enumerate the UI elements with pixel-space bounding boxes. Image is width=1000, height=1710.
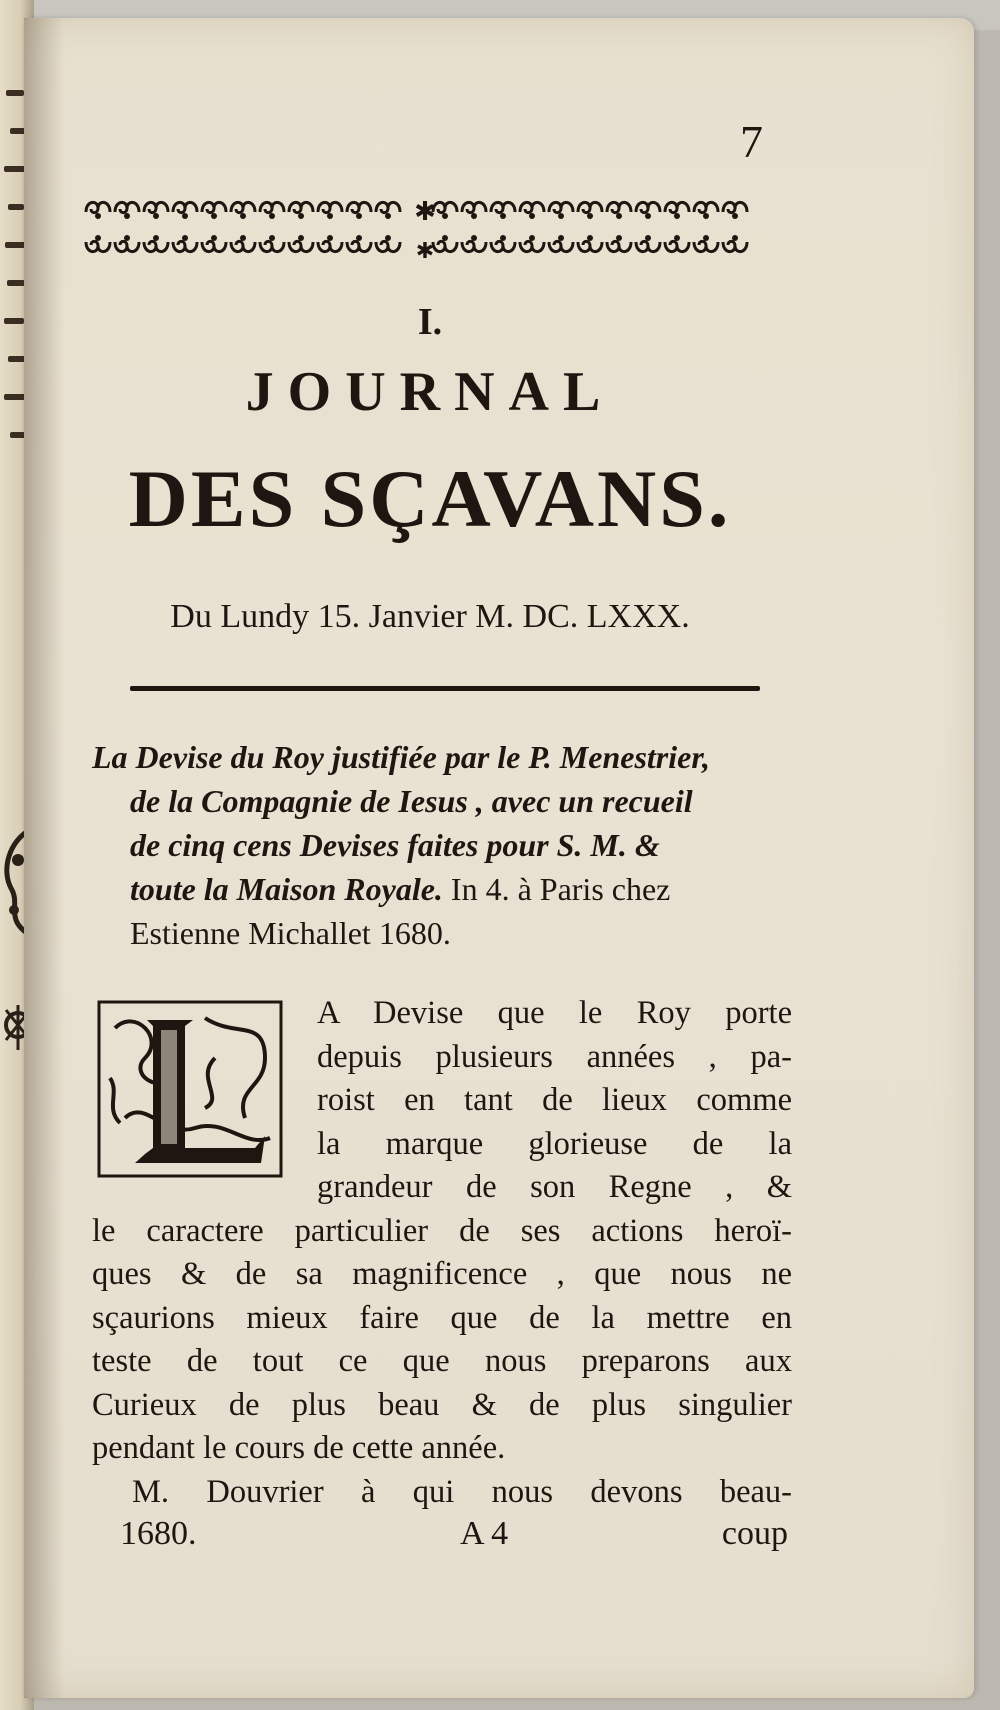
- body-line: Curieux de plus beau & de plus singulier: [92, 1386, 792, 1423]
- book-citation: [92, 735, 792, 955]
- catchword: coup: [721, 1515, 788, 1552]
- horizontal-rule: [130, 686, 760, 691]
- body-line: M. Douvrier à qui nous devons beau-: [132, 1473, 792, 1510]
- body-line: la marque glorieuse de la: [317, 1125, 792, 1162]
- svg-text:✱: ✱: [414, 197, 436, 226]
- journal-title: DES SÇAVANS.: [128, 453, 732, 544]
- citation-line: La Devise du Roy justifiée par le P. Menestrier,: [92, 739, 711, 775]
- citation-line: de cinq cens Devises faites pour S. M. &: [130, 827, 660, 863]
- body-line: pendant le cours de cette année.: [92, 1430, 506, 1466]
- body-line: A Devise que le Roy porte: [317, 995, 792, 1031]
- footer-year: 1680.: [120, 1515, 197, 1552]
- citation-line-roman: In 4. à Paris chez: [442, 871, 671, 907]
- section-number: I.: [417, 301, 443, 343]
- body-line: ques & de sa magnificence , que nous ne: [92, 1256, 792, 1292]
- issue-date: Du Lundy 15. Janvier M. DC. LXXX.: [170, 598, 690, 635]
- journal-heading: JOURNAL: [245, 361, 615, 423]
- body-line: teste de tout ce que nous preparons aux: [92, 1343, 792, 1379]
- page-number: 7: [740, 116, 763, 167]
- headpiece-ornament-icon: [80, 190, 775, 270]
- citation-line-italic: toute la Maison Royale.: [130, 871, 443, 907]
- page-footer: [120, 1515, 788, 1565]
- citation-line: de la Compagnie de Iesus , avec un recueil: [130, 783, 693, 819]
- svg-text:✱: ✱: [415, 238, 435, 263]
- body-line: sçaurions mieux faire que de la mettre en: [92, 1299, 792, 1336]
- citation-line: Estienne Michallet 1680.: [130, 915, 451, 951]
- body-text: [92, 992, 792, 1514]
- spine-shadow: [24, 18, 64, 1698]
- citation-line-mixed: [92, 867, 792, 911]
- body-line: grandeur de son Regne , &: [317, 1169, 792, 1205]
- signature-mark: A 4: [460, 1515, 509, 1552]
- body-line: roist en tant de lieux comme: [317, 1082, 792, 1118]
- body-line: depuis plusieurs années , pa-: [317, 1038, 792, 1075]
- body-line: le caractere particulier de ses actions heroï-: [92, 1212, 792, 1249]
